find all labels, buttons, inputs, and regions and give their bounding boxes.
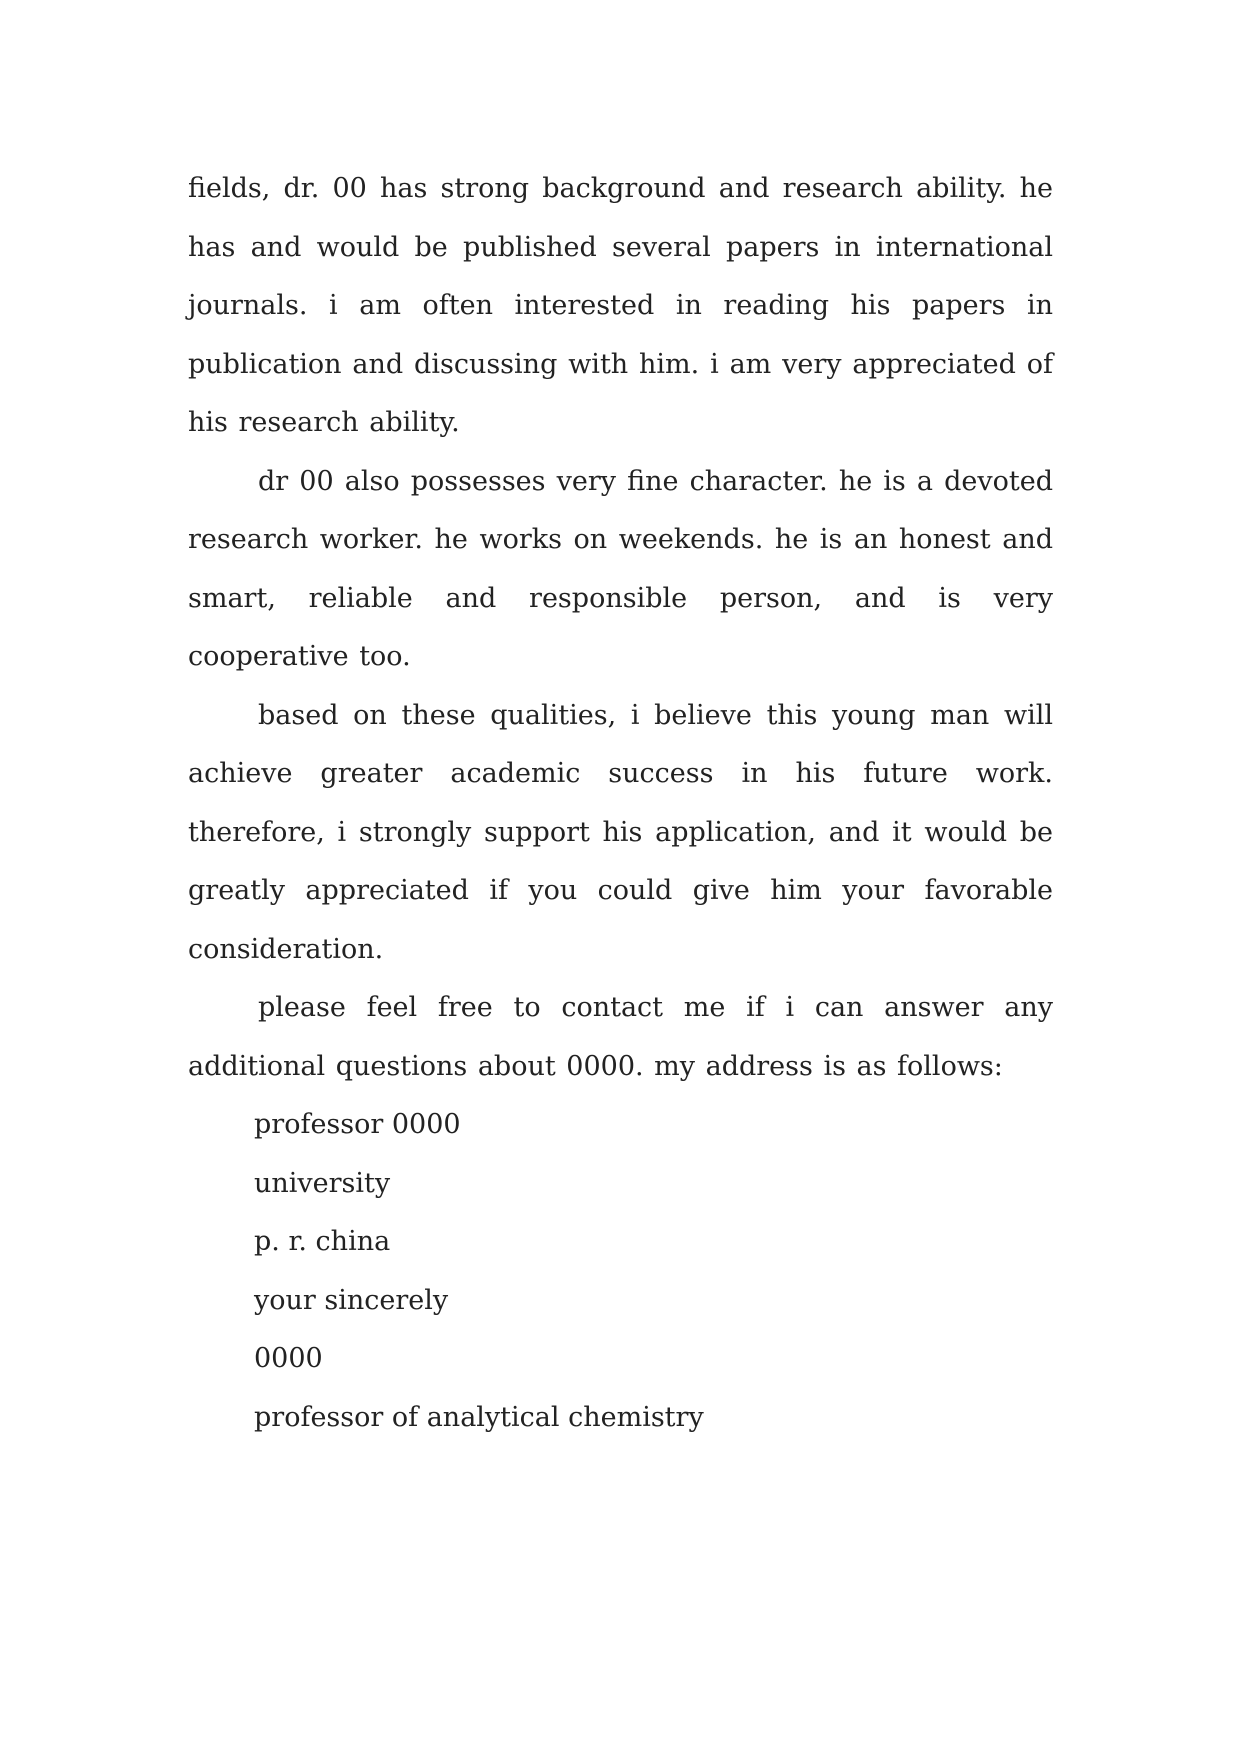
paragraph-contact: please feel free to contact me if i can answer any additional questions about 0000. my address is as follows: — [188, 992, 1053, 1082]
closing-salutation: your sincerely — [254, 1284, 449, 1316]
address-line-university: university — [254, 1167, 391, 1199]
address-line-name: professor 0000 — [254, 1109, 461, 1140]
paragraph-research-ability: fields, dr. 00 has strong background and research ability. he has and would be published several papers in international journals. i am often interested in reading his papers in publication and discussing with him. i am very appreciated of his research ability. — [188, 173, 1053, 438]
closing-block — [188, 1272, 1053, 1448]
paragraph-character: dr 00 also possesses very fine character. he is a devoted research worker. he works on weekends. he is an honest and smart, reliable and responsible person, and is very cooperative too. — [188, 465, 1053, 672]
letter-body — [188, 160, 1053, 1447]
paragraph-recommendation: based on these qualities, i believe this young man will achieve greater academic success in his future work. therefore, i strongly support his application, and it would be greatly appreciated if you could give him your favorable consideration. — [188, 699, 1053, 965]
signature-title: professor of analytical chemistry — [254, 1401, 704, 1433]
address-block — [188, 1096, 1053, 1272]
signature-name: 0000 — [254, 1343, 323, 1374]
address-line-country: p. r. china — [254, 1226, 391, 1257]
